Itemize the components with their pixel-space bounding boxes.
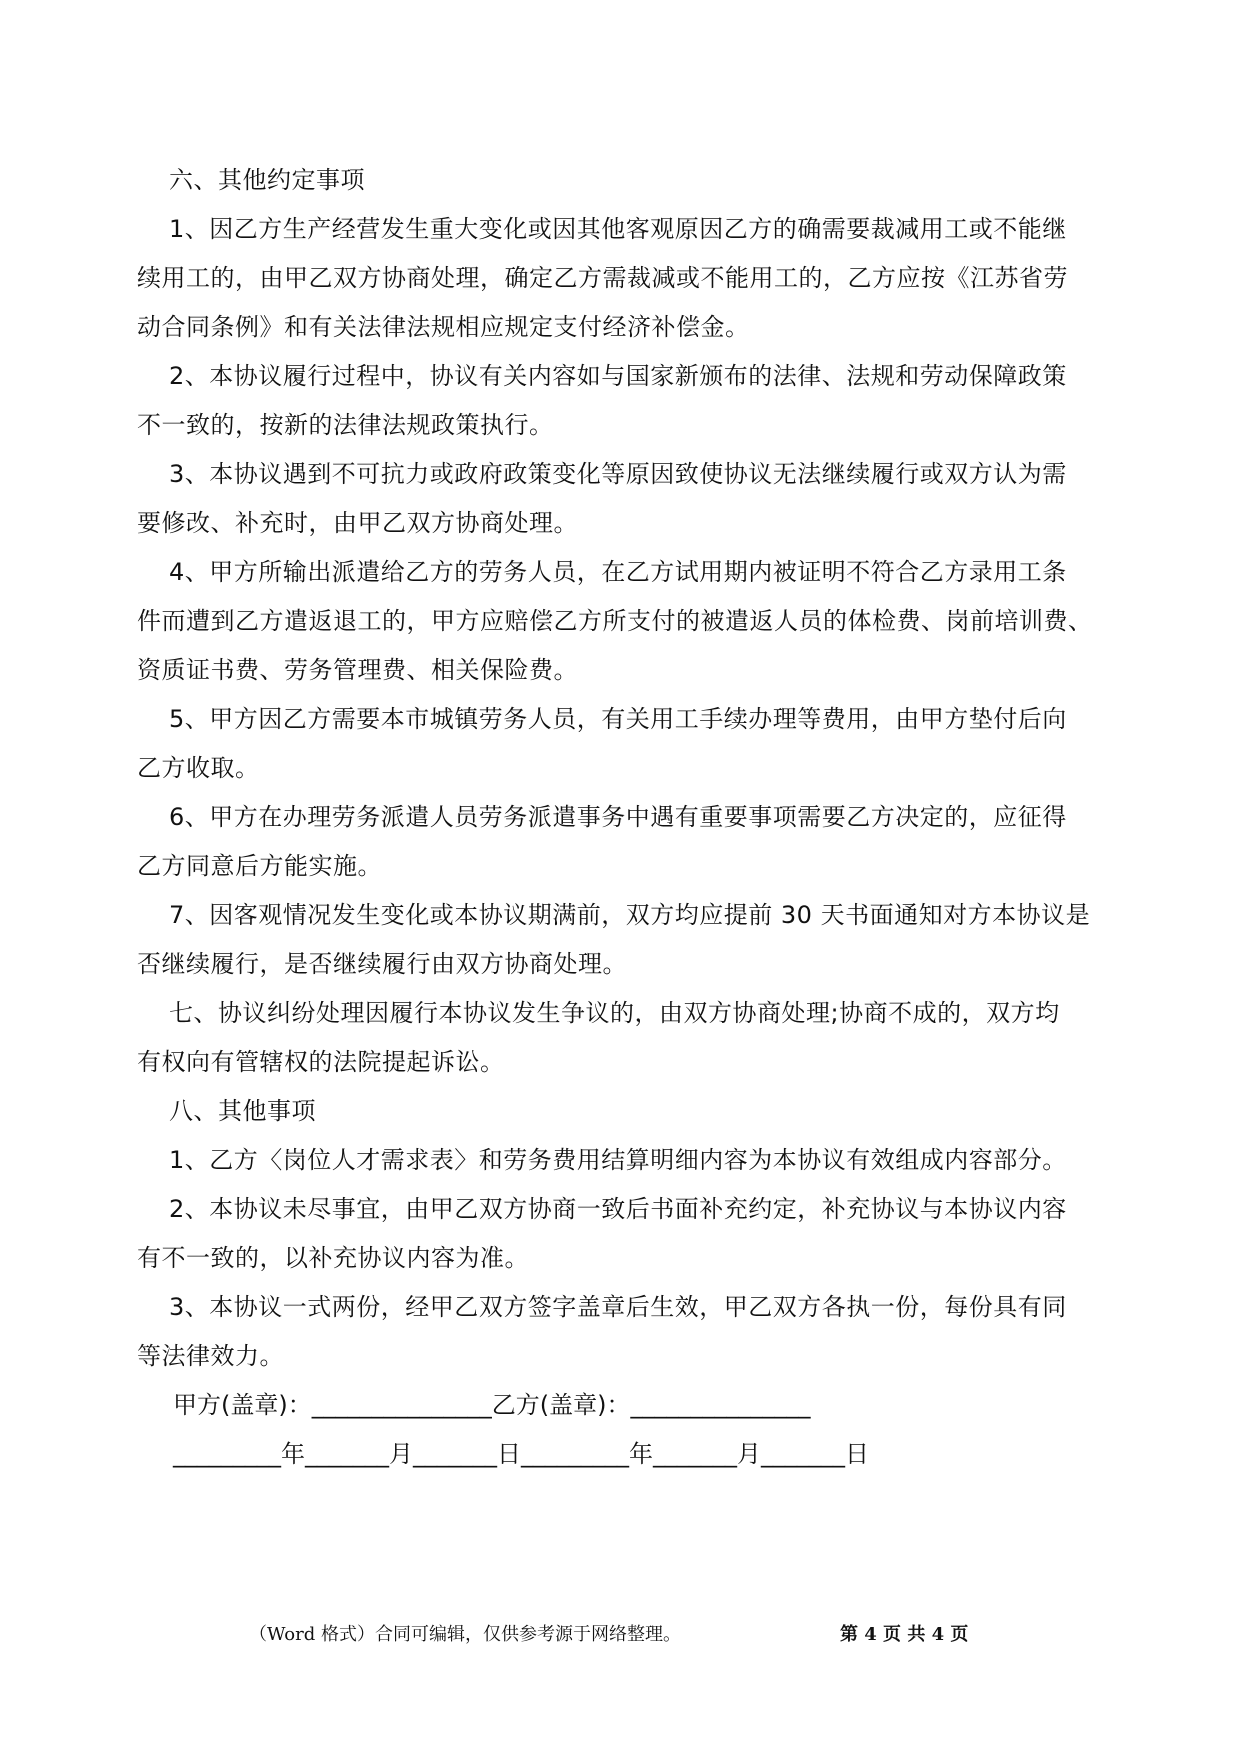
paragraph-first-line: 1、因乙方生产经营发生重大变化或因其他客观原因乙方的确需要裁减用工或不能继 <box>169 215 1067 243</box>
paragraph-line: 有不一致的，以补充协议内容为准。 <box>137 1244 529 1272</box>
paragraph-first-line: 5、甲方因乙方需要本市城镇劳务人员，有关用工手续办理等费用，由甲方垫付后向 <box>169 705 1067 733</box>
page-number: 第 4 页 共 4 页 <box>840 1624 969 1645</box>
paragraph-first-line: 3、本协议一式两份，经甲乙双方签字盖章后生效，甲乙双方各执一份，每份具有同 <box>169 1293 1067 1321</box>
paragraph-first-line: 六、其他约定事项 <box>169 166 365 194</box>
paragraph-first-line: 4、甲方所输出派遣给乙方的劳务人员，在乙方试用期内被证明不符合乙方录用工条 <box>169 558 1067 586</box>
paragraph <box>137 548 1093 695</box>
paragraph <box>137 1185 1093 1283</box>
paragraph-line: 不一致的，按新的法律法规政策执行。 <box>137 411 554 439</box>
paragraph <box>137 989 1093 1087</box>
paragraph-first-line: 2、本协议未尽事宜，由甲乙双方协商一致后书面补充约定，补充协议与本协议内容 <box>169 1195 1067 1223</box>
paragraph-line: 资质证书费、劳务管理费、相关保险费。 <box>137 656 578 684</box>
paragraph-first-line: 八、其他事项 <box>169 1097 316 1125</box>
paragraph-first-line: 1、乙方〈岗位人才需求表〉和劳务费用结算明细内容为本协议有效组成内容部分。 <box>169 1146 1067 1174</box>
paragraph-line: 有权向有管辖权的法院提起诉讼。 <box>137 1048 505 1076</box>
paragraph-first-line: 2、本协议履行过程中，协议有关内容如与国家新颁布的法律、法规和劳动保障政策 <box>169 362 1067 390</box>
paragraph-line: 否继续履行，是否继续履行由双方协商处理。 <box>137 950 627 978</box>
paragraph <box>137 695 1093 793</box>
paragraph-first-line: 3、本协议遇到不可抗力或政府政策变化等原因致使协议无法继续履行或双方认为需 <box>169 460 1067 488</box>
paragraph-line: 乙方收取。 <box>137 754 260 782</box>
paragraph <box>137 793 1093 891</box>
document-body <box>137 156 1093 1479</box>
paragraph <box>137 1283 1093 1381</box>
paragraph-line: 续用工的，由甲乙双方协商处理，确定乙方需裁减或不能用工的，乙方应按《江苏省劳 <box>137 264 1068 292</box>
paragraph-line: 件而遭到乙方遣返退工的，甲方应赔偿乙方所支付的被遣返人员的体检费、岗前培训费、 <box>137 607 1093 635</box>
paragraph-line: 动合同条例》和有关法律法规相应规定支付经济补偿金。 <box>137 313 750 341</box>
paragraph-line: 等法律效力。 <box>137 1342 284 1370</box>
paragraph <box>137 891 1093 989</box>
paragraph-first-line: 七、协议纠纷处理因履行本协议发生争议的，由双方协商处理;协商不成的，双方均 <box>169 999 1060 1027</box>
footer-note: （Word 格式）合同可编辑，仅供参考源于网络整理。 <box>249 1624 681 1645</box>
paragraph <box>137 450 1093 548</box>
date-line: _________年_______月_______日_________年_______月_______日 <box>173 1440 869 1468</box>
paragraph <box>169 1087 1093 1136</box>
paragraph-first-line: 6、甲方在办理劳务派遣人员劳务派遣事务中遇有重要事项需要乙方决定的，应征得 <box>169 803 1067 831</box>
paragraph <box>169 156 1093 205</box>
paragraph-line: 乙方同意后方能实施。 <box>137 852 382 880</box>
paragraph-first-line: 7、因客观情况发生变化或本协议期满前，双方均应提前 30 天书面通知对方本协议是 <box>169 901 1091 929</box>
paragraph <box>137 205 1093 352</box>
paragraph <box>137 352 1093 450</box>
paragraph-line: 要修改、补充时，由甲乙双方协商处理。 <box>137 509 578 537</box>
signature-line: 甲方(盖章)：_______________乙方(盖章)：_______________ <box>173 1391 811 1419</box>
paragraph <box>169 1136 1093 1185</box>
